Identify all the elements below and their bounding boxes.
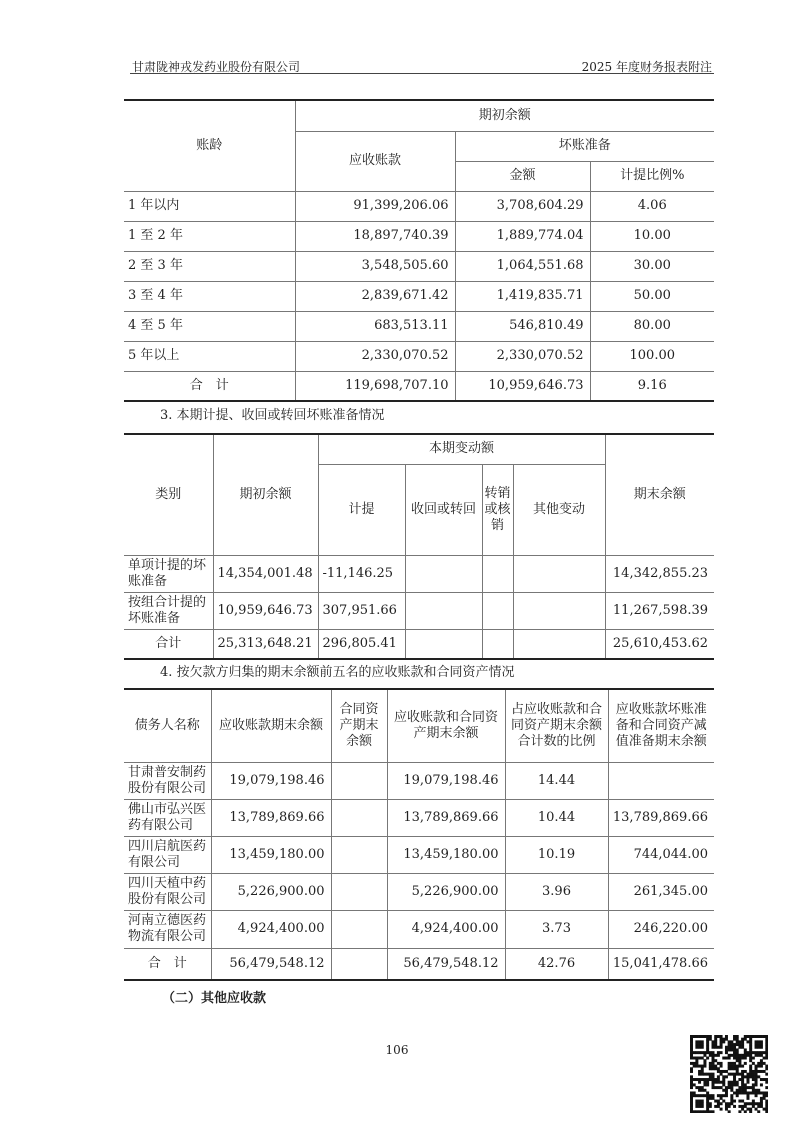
table-row <box>124 948 714 980</box>
cell-total: 19,079,198.46 <box>387 762 505 799</box>
cell-recovery <box>405 629 482 659</box>
aging-table <box>124 99 714 402</box>
cell-ratio: 80.00 <box>590 311 714 341</box>
table-row <box>124 341 714 371</box>
cell-category: 单项计提的坏账准备 <box>124 555 213 592</box>
header-ratio: 计提比例% <box>590 161 714 191</box>
cell-recovery <box>405 555 482 592</box>
cell-ar: 56,479,548.12 <box>211 948 331 980</box>
header-accrual: 计提 <box>318 464 405 555</box>
header-divider <box>130 73 714 74</box>
cell-debtor: 四川启航医药有限公司 <box>124 836 211 873</box>
cell-other <box>513 629 605 659</box>
header-age: 账龄 <box>124 100 295 191</box>
header-ca: 合同资产期末余额 <box>331 689 387 762</box>
cell-other <box>513 592 605 629</box>
table-row <box>124 629 714 659</box>
cell-amount: 1,889,774.04 <box>455 221 590 251</box>
cell-closing: 11,267,598.39 <box>605 592 714 629</box>
cell-opening: 25,313,648.21 <box>213 629 318 659</box>
cell-writeoff <box>482 555 513 592</box>
section-4-title: 4. 按欠款方归集的期末余额前五名的应收账款和合同资产情况 <box>160 665 515 680</box>
qr-code-icon <box>690 1035 768 1113</box>
cell-accrual: 296,805.41 <box>318 629 405 659</box>
cell-age: 1 至 2 年 <box>124 221 295 251</box>
table-row <box>124 910 714 948</box>
table-row <box>124 873 714 910</box>
cell-pct: 3.96 <box>505 873 608 910</box>
cell-category: 合计 <box>124 629 213 659</box>
cell-total: 13,459,180.00 <box>387 836 505 873</box>
cell-closing: 25,610,453.62 <box>605 629 714 659</box>
header-company: 甘肃陇神戎发药业股份有限公司 <box>132 60 301 74</box>
cell-age: 合 计 <box>124 371 295 401</box>
cell-total: 5,226,900.00 <box>387 873 505 910</box>
header-other: 其他变动 <box>513 464 605 555</box>
header-ar: 应收账款期末余额 <box>211 689 331 762</box>
cell-ratio: 4.06 <box>590 191 714 221</box>
cell-pct: 10.44 <box>505 799 608 836</box>
table-row <box>124 592 714 629</box>
cell-debtor: 合 计 <box>124 948 211 980</box>
cell-age: 5 年以上 <box>124 341 295 371</box>
cell-ca <box>331 799 387 836</box>
cell-ratio: 100.00 <box>590 341 714 371</box>
cell-other <box>513 555 605 592</box>
cell-ratio: 9.16 <box>590 371 714 401</box>
table-row <box>124 799 714 836</box>
cell-prov: 13,789,869.66 <box>608 799 714 836</box>
cell-opening: 10,959,646.73 <box>213 592 318 629</box>
cell-accrual: 307,951.66 <box>318 592 405 629</box>
section-3-title: 3. 本期计提、收回或转回坏账准备情况 <box>160 408 385 423</box>
cell-total: 13,789,869.66 <box>387 799 505 836</box>
cell-receivable: 683,513.11 <box>295 311 455 341</box>
cell-receivable: 119,698,707.10 <box>295 371 455 401</box>
cell-ca <box>331 873 387 910</box>
header-category: 类别 <box>124 434 213 555</box>
cell-pct: 3.73 <box>505 910 608 948</box>
cell-pct: 42.76 <box>505 948 608 980</box>
cell-amount: 2,330,070.52 <box>455 341 590 371</box>
cell-ca <box>331 762 387 799</box>
cell-total: 56,479,548.12 <box>387 948 505 980</box>
page-number: 106 <box>385 1043 409 1057</box>
cell-ca <box>331 948 387 980</box>
table-row <box>124 191 714 221</box>
cell-ar: 4,924,400.00 <box>211 910 331 948</box>
cell-category: 按组合计提的坏账准备 <box>124 592 213 629</box>
cell-accrual: -11,146.25 <box>318 555 405 592</box>
cell-debtor: 四川天植中药股份有限公司 <box>124 873 211 910</box>
cell-writeoff <box>482 592 513 629</box>
header-amount: 金额 <box>455 161 590 191</box>
header-report-title: 2025 年度财务报表附注 <box>581 60 712 74</box>
cell-pct: 10.19 <box>505 836 608 873</box>
cell-receivable: 2,330,070.52 <box>295 341 455 371</box>
cell-debtor: 河南立德医药物流有限公司 <box>124 910 211 948</box>
cell-amount: 1,419,835.71 <box>455 281 590 311</box>
table-row <box>124 251 714 281</box>
header-total: 应收账款和合同资产期末余额 <box>387 689 505 762</box>
cell-amount: 3,708,604.29 <box>455 191 590 221</box>
cell-ca <box>331 910 387 948</box>
cell-ratio: 50.00 <box>590 281 714 311</box>
cell-amount: 10,959,646.73 <box>455 371 590 401</box>
cell-receivable: 2,839,671.42 <box>295 281 455 311</box>
cell-opening: 14,354,001.48 <box>213 555 318 592</box>
cell-prov <box>608 762 714 799</box>
cell-debtor: 甘肃普安制药股份有限公司 <box>124 762 211 799</box>
header-recovery: 收回或转回 <box>405 464 482 555</box>
table-row <box>124 555 714 592</box>
cell-debtor: 佛山市弘兴医药有限公司 <box>124 799 211 836</box>
cell-receivable: 3,548,505.60 <box>295 251 455 281</box>
cell-prov: 261,345.00 <box>608 873 714 910</box>
cell-ratio: 10.00 <box>590 221 714 251</box>
cell-prov: 744,044.00 <box>608 836 714 873</box>
cell-receivable: 91,399,206.06 <box>295 191 455 221</box>
cell-prov: 15,041,478.66 <box>608 948 714 980</box>
header-provision: 坏账准备 <box>455 131 714 161</box>
cell-closing: 14,342,855.23 <box>605 555 714 592</box>
cell-prov: 246,220.00 <box>608 910 714 948</box>
provision-change-table <box>124 433 714 660</box>
cell-amount: 1,064,551.68 <box>455 251 590 281</box>
cell-writeoff <box>482 629 513 659</box>
header-opening: 期初余额 <box>213 434 318 555</box>
header-writeoff: 转销或核销 <box>482 464 513 555</box>
cell-ar: 5,226,900.00 <box>211 873 331 910</box>
header-prov: 应收账款坏账准备和合同资产减值准备期末余额 <box>608 689 714 762</box>
header-pct: 占应收账款和合同资产期末余额合计数的比例 <box>505 689 608 762</box>
header-closing: 期末余额 <box>605 434 714 555</box>
cell-ca <box>331 836 387 873</box>
cell-receivable: 18,897,740.39 <box>295 221 455 251</box>
section-other-receivables-title: （二）其他应收款 <box>162 991 267 1006</box>
header-change: 本期变动额 <box>318 434 605 464</box>
cell-total: 4,924,400.00 <box>387 910 505 948</box>
cell-ratio: 30.00 <box>590 251 714 281</box>
cell-age: 3 至 4 年 <box>124 281 295 311</box>
table-row <box>124 311 714 341</box>
cell-recovery <box>405 592 482 629</box>
cell-ar: 19,079,198.46 <box>211 762 331 799</box>
header-receivable: 应收账款 <box>295 131 455 191</box>
cell-age: 2 至 3 年 <box>124 251 295 281</box>
table-row <box>124 221 714 251</box>
table-row <box>124 371 714 401</box>
table-row <box>124 836 714 873</box>
header-opening: 期初余额 <box>295 100 714 131</box>
cell-age: 4 至 5 年 <box>124 311 295 341</box>
cell-age: 1 年以内 <box>124 191 295 221</box>
cell-ar: 13,789,869.66 <box>211 799 331 836</box>
top-five-debtors-table <box>124 688 714 981</box>
cell-amount: 546,810.49 <box>455 311 590 341</box>
table-row <box>124 762 714 799</box>
cell-pct: 14.44 <box>505 762 608 799</box>
header-debtor: 债务人名称 <box>124 689 211 762</box>
cell-ar: 13,459,180.00 <box>211 836 331 873</box>
table-row <box>124 281 714 311</box>
